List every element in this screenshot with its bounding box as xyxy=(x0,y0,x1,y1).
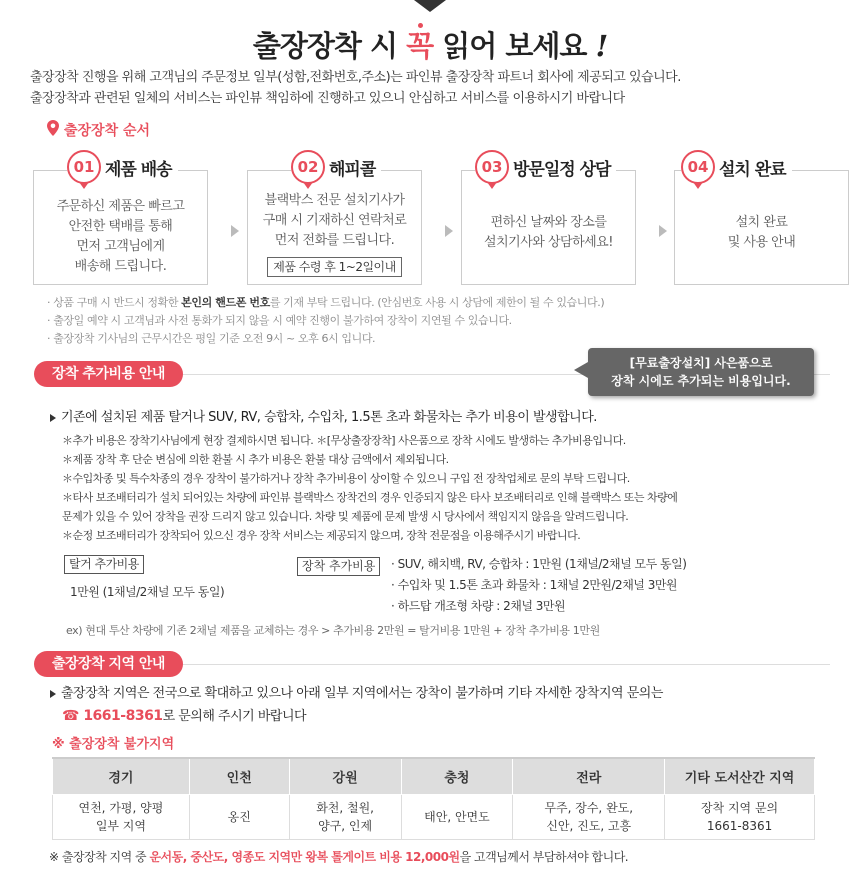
step-4-desc: 설치 완료 및 사용 안내 xyxy=(727,215,796,250)
table-header-row xyxy=(53,758,815,794)
step-1-desc: 주문하신 제품은 빠르고 안전한 택배를 통해 먼저 고객님에게 배송해 드립니다. xyxy=(56,199,185,274)
step-2-head xyxy=(291,145,381,189)
region-main-text: 출장장착 지역은 전국으로 확대하고 있으나 아래 일부 지역에서는 장착이 불가하며 기타 자세한 장착지역 문의는 ☎ 1661-8361로 문의해 주시기 바랍니다 xyxy=(50,683,663,728)
step-4-head xyxy=(681,145,792,189)
note-3: · 출장장착 기사님의 근무시간은 평일 기준 오전 9시 ~ 오후 6시 입니다. xyxy=(47,332,376,345)
table-cell: 태안, 안면도 xyxy=(401,794,513,839)
cost-main-text: 기존에 설치된 제품 탈거나 SUV, RV, 승합차, 수입차, 1.5톤 초과 화물차는 추가 비용이 발생합니다. xyxy=(50,406,597,425)
table-header: 인천 xyxy=(189,758,289,794)
install-cost-tag: 장착 추가비용 xyxy=(297,557,380,576)
step-2-number: 02 xyxy=(291,150,325,184)
triangle-bullet-icon xyxy=(50,414,56,422)
no-install-area-table xyxy=(52,757,815,840)
table-header: 충청 xyxy=(401,758,513,794)
table-cell: 옹진 xyxy=(189,794,289,839)
install-cost-list xyxy=(391,554,686,617)
table-header: 전라 xyxy=(513,758,665,794)
triangle-bullet-icon xyxy=(50,690,56,698)
page-title: 출장장착 시 꼭 읽어 보세요 ! xyxy=(252,29,608,63)
process-notes xyxy=(47,294,604,348)
install-cost-tag-wrap xyxy=(297,555,380,576)
free-install-bubble: [무료출장설치] 사은품으로 장착 시에도 추가되는 비용입니다. xyxy=(588,348,814,396)
phone-number[interactable]: ☎ 1661-8361 xyxy=(62,708,163,724)
note-2: · 출장일 예약 시 고객님과 사전 통화가 되지 않을 시 예약 진행이 불가하여 장착이 지연될 수 있습니다. xyxy=(47,314,512,327)
process-steps xyxy=(33,145,828,295)
intro-line-1: 출장장착 진행을 위해 고객님의 주문정보 일부(성함,전화번호,주소)는 파인뷰 출장장착 파트너 회사에 제공되고 있습니다. xyxy=(30,70,681,85)
step-2-title: 해피콜 xyxy=(329,159,376,180)
step-1-head xyxy=(67,145,178,189)
table-header: 기타 도서산간 지역 xyxy=(665,758,815,794)
title-accent: 꼭 xyxy=(406,29,434,63)
table-cell: 무주, 장수, 완도, 신안, 진도, 고흥 xyxy=(513,794,665,839)
no-install-area-title: ※ 출장장착 불가지역 xyxy=(52,737,175,752)
step-4-title: 설치 완료 xyxy=(719,159,786,180)
remove-cost-value: 1만원 (1채널/2채널 모두 동일) xyxy=(70,585,225,599)
step-3-head xyxy=(475,145,616,189)
step-1-number: 01 xyxy=(67,150,101,184)
note-1: · 상품 구매 시 반드시 정확한 본인의 핸드폰 번호를 기재 부탁 드립니다. (안심번호 사용 시 상담에 제한이 될 수 있습니다.) xyxy=(47,296,605,309)
step-2-desc: 블랙박스 전문 설치기사가 구매 시 기재하신 연락처로 먼저 전화를 드립니다. 제품 수령 후 1~2일이내 xyxy=(248,191,421,278)
intro-line-2: 출장장착과 관련된 일체의 서비스는 파인뷰 책임하에 진행하고 있으니 안심하고 서비스를 이용하시기 바랍니다 xyxy=(30,91,625,106)
arrow-right-icon xyxy=(445,225,453,237)
cost-section-pill: 장착 추가비용 안내 xyxy=(34,361,183,387)
table-cell: 연천, 가평, 양평 일부 지역 xyxy=(53,794,190,839)
install-cost-item: · 하드탑 개조형 차량 : 2채널 3만원 xyxy=(391,599,566,613)
step-4-number: 04 xyxy=(681,150,715,184)
step-1-title: 제품 배송 xyxy=(105,159,172,180)
step-3-title: 방문일정 상담 xyxy=(513,159,611,180)
intro-text xyxy=(30,67,681,109)
process-label: 출장장착 순서 xyxy=(64,123,151,139)
map-pin-icon xyxy=(47,120,59,136)
top-notch xyxy=(414,0,446,12)
remove-cost-tag: 탈거 추가비용 xyxy=(64,555,144,574)
arrow-right-icon xyxy=(659,225,667,237)
region-section-pill: 출장장착 지역 안내 xyxy=(34,651,183,677)
table-row xyxy=(53,794,815,839)
arrow-right-icon xyxy=(231,225,239,237)
install-cost-item: · 수입차 및 1.5톤 초과 화물차 : 1채널 2만원/2채널 3만원 xyxy=(391,578,678,592)
remove-cost xyxy=(64,555,224,600)
table-header: 강원 xyxy=(289,758,401,794)
table-cell: 장착 지역 문의 1661-8361 xyxy=(665,794,815,839)
install-cost-item: · SUV, 해치백, RV, 승합차 : 1만원 (1채널/2채널 모두 동일) xyxy=(391,557,687,571)
step-3-number: 03 xyxy=(475,150,509,184)
table-header: 경기 xyxy=(53,758,190,794)
step-2-note: 제품 수령 후 1~2일이내 xyxy=(267,257,402,277)
cost-example: ex) 현대 투산 차량에 기존 2채널 제품을 교체하는 경우 > 추가비용 2만원 = 탈거비용 1만원 + 장착 추가비용 1만원 xyxy=(66,624,600,637)
toll-fee-note: ※ 출장장착 지역 중 운서동, 중산도, 영종도 지역만 왕복 톨게이트 비용 12,000원을 고객님께서 부담하셔야 합니다. xyxy=(49,850,629,864)
step-3-desc: 편하신 날짜와 장소를 설치기사와 상담하세요! xyxy=(484,215,613,250)
cost-notes: ＊추가 비용은 장착기사님에게 현장 결제하시면 됩니다. ＊[무상출장장착] 사은품으로 장착 시에도 발생하는 추가비용입니다. ＊제품 장착 후 단순 변심에 의한 환불 시 추가 비용은 환불 대상 금액에서 제외됩니다. ＊수입차종 및 특수차종의 경우 장착이 불가하거나 장착 추가비용이 상이할 수 있으니 구입 전 장착업체로 문의 부탁 드립니다. ＊타사 보조배터리가 설치 되어있는 차량에 파인뷰 블랙박스 장착건의 경우 인증되지 않은 타사 보조배터리로 인해 블랙박스 또는 차량에 문제가 있을 수 있어 장착을 권장 드리지 않고 있습니다. 차량 및 제품에 문제 발생 시 당사에서 책임지지 않음을 알려드립니다. ＊순정 보조배터리가 장착되어 있으신 경우 장착 서비스는 제공되지 않으며, 장착 전문점을 이용해주시기 바랍니다. xyxy=(62,434,678,542)
table-cell: 화천, 철원, 양구, 인제 xyxy=(289,794,401,839)
